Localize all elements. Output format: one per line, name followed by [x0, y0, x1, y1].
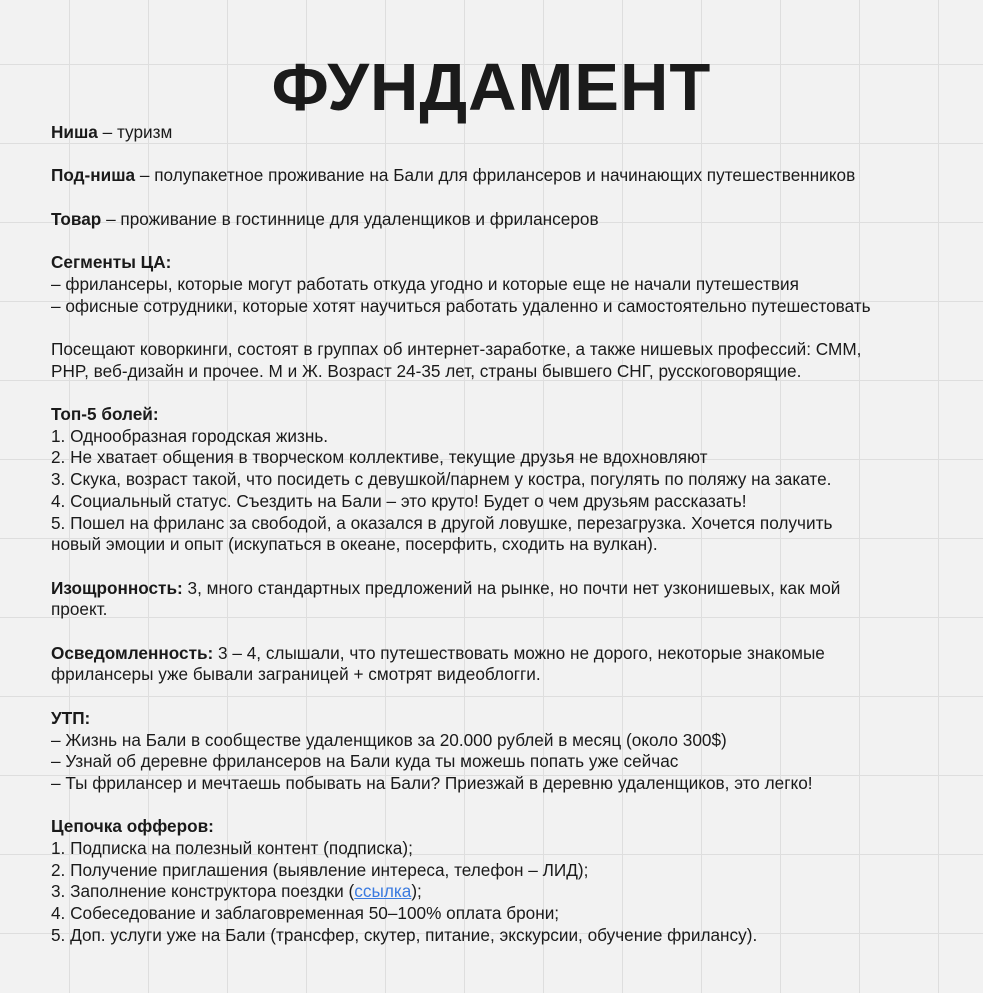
offer-item: 2. Получение приглашения (выявление интереса, телефон – ЛИД);	[51, 859, 589, 880]
segment-item: – фрилансеры, которые могут работать откуда угодно и которые еще не начали путешествия	[51, 273, 799, 294]
pain-item-continued: новый эмоции и опыт (искупаться в океане, посерфить, сходить на вулкан).	[51, 534, 658, 555]
usp-item: – Узнай об деревне фрилансеров на Бали куда ты можешь попать уже сейчас	[51, 751, 679, 772]
audience-line: PHP, веб-дизайн и прочее. М и Ж. Возраст 24-35 лет, страны бывшего СНГ, русскоговорящие.	[51, 360, 802, 381]
segment-item: – офисные сотрудники, которые хотят научиться работать удаленно и самостоятельно путешестовать	[51, 295, 871, 316]
product-text: – проживание в гостиннице для удаленщиков и фрилансеров	[101, 208, 599, 229]
pain-item: 4. Социальный статус. Съездить на Бали – это круто! Будет о чем друзьям рассказать!	[51, 490, 747, 511]
sophistication-line-continued: проект.	[51, 599, 108, 620]
sophistication-label: Изощронность:	[51, 577, 183, 598]
subniche-label: Под-ниша	[51, 165, 136, 186]
audience-line: Посещают коворкинги, состоят в группах об интернет-заработке, а также нишевых профессий: СММ,	[51, 338, 862, 359]
segments-heading: Сегменты ЦА:	[51, 252, 172, 273]
sophistication-line	[51, 578, 971, 600]
pain-item: 1. Однообразная городская жизнь.	[51, 425, 329, 446]
usp-item: – Жизнь на Бали в сообществе удаленщиков за 20.000 рублей в месяц (около 300$)	[51, 729, 727, 750]
offer-item: 5. Доп. услуги уже на Бали (трансфер, скутер, питание, экскурсии, обучение фрилансу).	[51, 924, 758, 945]
constructor-link[interactable]: ссылка	[354, 881, 412, 902]
product-line	[51, 209, 971, 231]
subniche-line	[51, 165, 971, 187]
awareness-text: 3 – 4, слышали, что путешествовать можно не дорого, некоторые знакомые	[213, 642, 825, 663]
document-body	[51, 122, 971, 947]
niche-text: – туризм	[97, 122, 173, 142]
offers-heading: Цепочка офферов:	[51, 816, 214, 837]
page-title: ФУНДАМЕНТ	[271, 50, 712, 125]
offer-item: 1. Подписка на полезный контент (подписка);	[51, 838, 413, 859]
sophistication-text: 3, много стандартных предложений на рынке, но почти нет узконишевых, как мой	[182, 577, 841, 598]
pain-item: 5. Пошел на фриланс за свободой, а оказался в другой ловушке, перезагрузка. Хочется получить	[51, 512, 833, 533]
niche-line	[51, 122, 971, 144]
awareness-label: Осведомленность:	[51, 642, 214, 663]
offer-item: 4. Собеседование и заблаговременная 50–100% оплата брони;	[51, 903, 560, 924]
awareness-line	[51, 643, 971, 665]
pain-item: 3. Скука, возраст такой, что посидеть с девушкой/парнем у костра, погулять по поляжу на закате.	[51, 469, 832, 490]
product-label: Товар	[51, 208, 102, 229]
niche-label: Ниша	[51, 122, 98, 142]
subniche-text: – полупакетное проживание на Бали для фрилансеров и начинающих путешественников	[135, 165, 856, 186]
awareness-line-continued: фрилансеры уже бывали заграницей + смотрят видеоблогги.	[51, 664, 541, 685]
pain-item: 2. Не хватает общения в творческом коллективе, текущие друзья не вдохновляют	[51, 447, 708, 468]
pains-heading: Топ-5 болей:	[51, 404, 159, 425]
usp-heading: УТП:	[51, 707, 91, 728]
usp-item: – Ты фрилансер и мечтаешь побывать на Бали? Приезжай в деревню удаленщиков, это легко!	[51, 772, 813, 793]
offer-item: 3. Заполнение конструктора поездки (ссылка);	[51, 881, 422, 902]
